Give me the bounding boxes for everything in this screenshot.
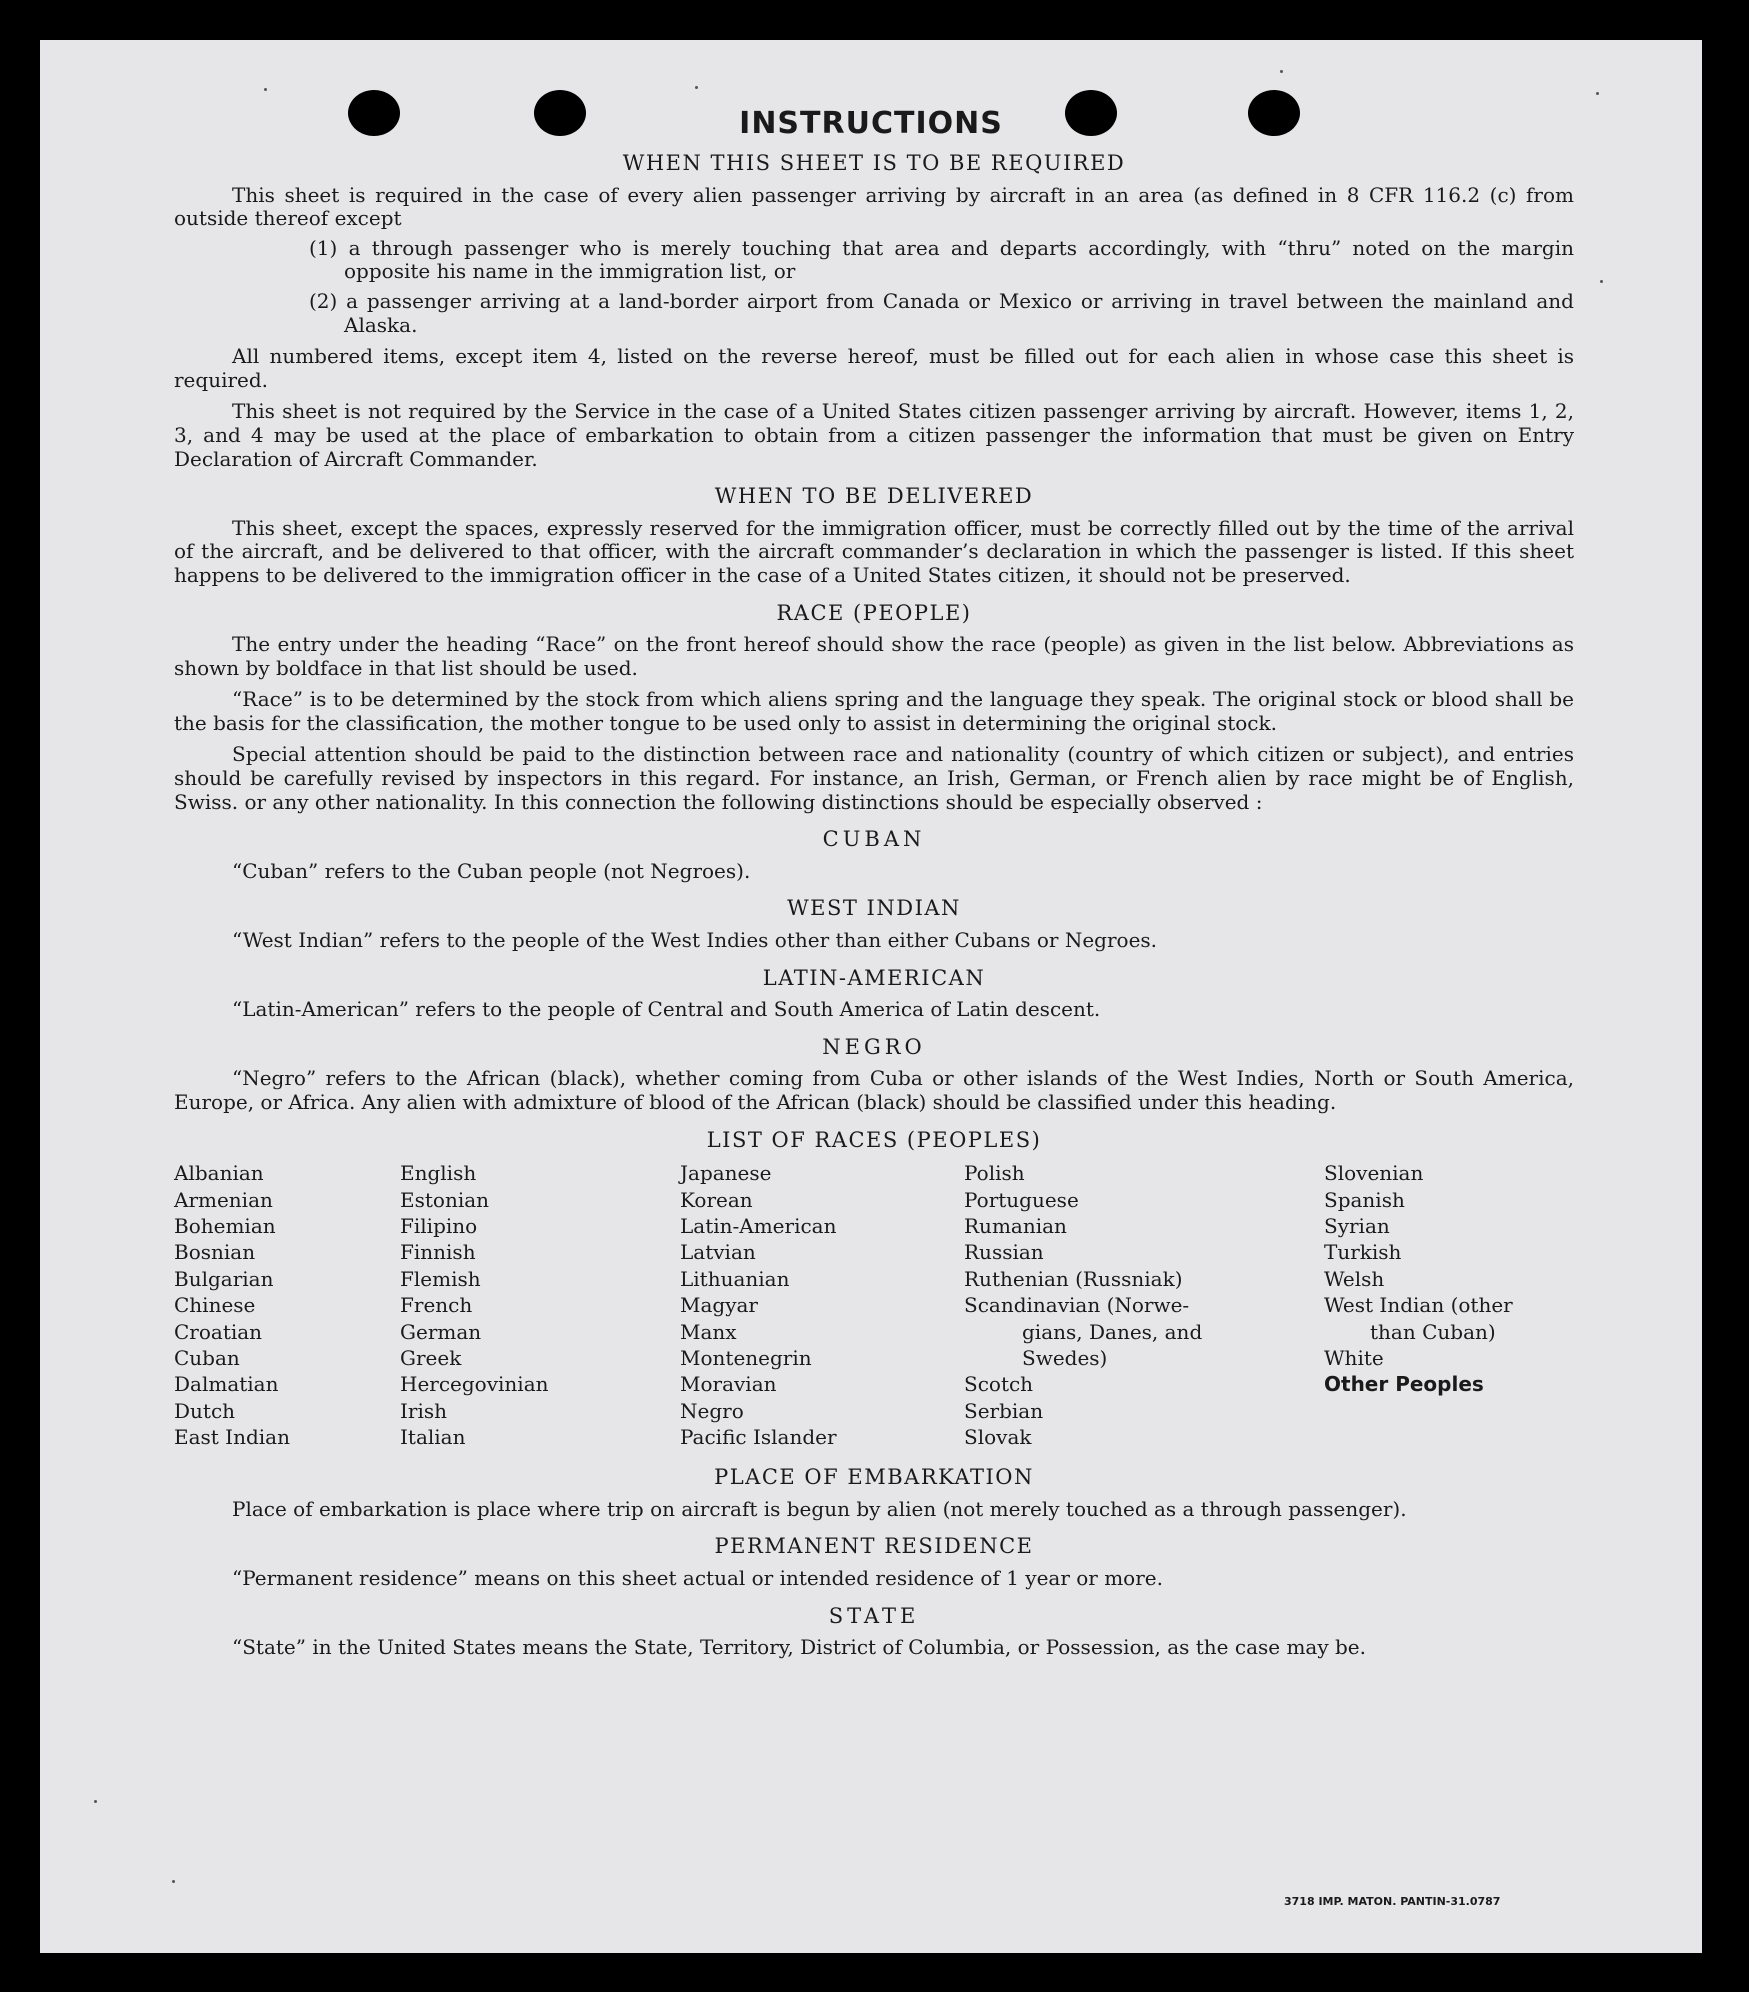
race-item: Lithuanian bbox=[680, 1266, 790, 1291]
race-item: Slovenian bbox=[1324, 1161, 1424, 1186]
race-item: Pacific Islander bbox=[680, 1425, 837, 1450]
speck bbox=[264, 88, 267, 91]
list-item: (1) a through passenger who is merely touching that area and departs accordingly, with “thru” noted on the margin opposite his name in the immigration list, or bbox=[309, 235, 1574, 284]
race-item: Bosnian bbox=[174, 1240, 256, 1265]
heading-cuban: CUBAN bbox=[822, 827, 926, 852]
race-item: Korean bbox=[680, 1187, 753, 1212]
race-item: Chinese bbox=[174, 1293, 256, 1318]
race-item: Hercegovinian bbox=[400, 1372, 549, 1397]
race-item: Scotch bbox=[964, 1372, 1034, 1397]
paragraph: “Race” is to be determined by the stock from which aliens spring and the language they speak. The original stock or blood shall be the basis for the classification, the mother tongue to be used only to assist in determining the original stock. bbox=[174, 687, 1574, 735]
race-item: Finnish bbox=[400, 1240, 476, 1265]
race-item: Armenian bbox=[174, 1187, 273, 1212]
race-item: White bbox=[1324, 1345, 1384, 1370]
race-item: Filipino bbox=[400, 1213, 478, 1238]
print-code: 3718 IMP. MATON. PANTIN-31.0787 bbox=[1284, 1895, 1501, 1908]
race-item: Flemish bbox=[400, 1266, 481, 1291]
race-item: Latvian bbox=[680, 1240, 756, 1265]
race-column bbox=[964, 1160, 1202, 1450]
race-column bbox=[680, 1160, 837, 1450]
heading-when-required: WHEN THIS SHEET IS TO BE REQUIRED bbox=[622, 151, 1126, 175]
race-item: Bohemian bbox=[174, 1213, 276, 1238]
race-item: West Indian (other bbox=[1324, 1293, 1513, 1318]
heading-negro: NEGRO bbox=[822, 1034, 926, 1059]
heading-when-delivered: WHEN TO BE DELIVERED bbox=[714, 484, 1034, 509]
race-item: gians, Danes, and bbox=[1022, 1319, 1203, 1344]
speck bbox=[172, 1880, 175, 1883]
race-item: Italian bbox=[400, 1425, 466, 1450]
race-item: Ruthenian (Russniak) bbox=[964, 1266, 1183, 1291]
paragraph: This sheet is not required by the Service in the case of a United States citizen passenger arriving by aircraft. However, items 1, 2, 3, and 4 may be used at the place of embarkation to obtain from a citizen passenger the information that must be given on Entry Declaration of Aircraft Commander. bbox=[174, 399, 1574, 471]
race-item: German bbox=[400, 1319, 482, 1344]
race-item: Cuban bbox=[174, 1345, 240, 1370]
paragraph: The entry under the heading “Race” on the front hereof should show the race (people) as given in the list below. Abbreviations as shown by boldface in that list should be used. bbox=[174, 632, 1574, 680]
paragraph: “Cuban” refers to the Cuban people (not Negroes). bbox=[232, 858, 751, 883]
heading-permanent-residence: PERMANENT RESIDENCE bbox=[714, 1534, 1034, 1559]
race-list bbox=[174, 1160, 1574, 1452]
race-item: English bbox=[400, 1161, 477, 1186]
speck bbox=[1280, 70, 1283, 73]
instruction-sheet bbox=[40, 40, 1702, 1953]
speck bbox=[1596, 92, 1599, 95]
race-item: Turkish bbox=[1324, 1240, 1402, 1265]
race-item: French bbox=[400, 1293, 473, 1318]
race-item: Rumanian bbox=[964, 1213, 1067, 1238]
race-item: Japanese bbox=[680, 1161, 772, 1186]
race-item: Portuguese bbox=[964, 1187, 1079, 1212]
race-item: Croatian bbox=[174, 1319, 263, 1344]
speck bbox=[695, 86, 698, 89]
race-item: Welsh bbox=[1324, 1266, 1385, 1291]
race-item: Spanish bbox=[1324, 1187, 1405, 1212]
race-column bbox=[400, 1160, 549, 1450]
race-item: Bulgarian bbox=[174, 1266, 274, 1291]
heading-list-of-races: LIST OF RACES (PEOPLES) bbox=[706, 1127, 1042, 1152]
instructions-body bbox=[174, 150, 1574, 1660]
race-column bbox=[1324, 1160, 1513, 1398]
race-item: Swedes) bbox=[1022, 1345, 1108, 1370]
race-item: than Cuban) bbox=[1370, 1319, 1496, 1344]
race-item: Dalmatian bbox=[174, 1372, 279, 1397]
paragraph: This sheet is required in the case of every alien passenger arriving by aircraft in an area (as defined in 8 CFR 116.2 (c) from outside thereof except bbox=[174, 182, 1574, 231]
race-item: Albanian bbox=[174, 1161, 264, 1186]
race-item: Syrian bbox=[1324, 1213, 1390, 1238]
page-title: INSTRUCTIONS bbox=[739, 106, 1003, 141]
speck bbox=[1600, 280, 1603, 283]
paragraph: Place of embarkation is place where trip on aircraft is begun by alien (not merely touched as a through passenger). bbox=[232, 1496, 1407, 1521]
race-item: Scandinavian (Norwe- bbox=[964, 1293, 1190, 1318]
race-item: Slovak bbox=[964, 1425, 1032, 1450]
heading-place-of-embarkation: PLACE OF EMBARKATION bbox=[714, 1465, 1034, 1490]
heading-west-indian: WEST INDIAN bbox=[787, 896, 961, 921]
paragraph: “Negro” refers to the African (black), whether coming from Cuba or other islands of the West Indies, North or South America, Europe, or Africa. Any alien with admixture of blood of the African (black) should be classified under this heading. bbox=[174, 1066, 1574, 1114]
race-item: Latin-American bbox=[680, 1213, 837, 1238]
race-item: Manx bbox=[680, 1319, 737, 1344]
list-item: (2) a passenger arriving at a land-border airport from Canada or Mexico or arriving in travel between the mainland and Alaska. bbox=[309, 288, 1574, 337]
race-item: Polish bbox=[964, 1161, 1025, 1186]
race-item: Greek bbox=[400, 1345, 462, 1370]
race-item: Magyar bbox=[680, 1293, 758, 1318]
race-item: Other Peoples bbox=[1324, 1372, 1484, 1397]
race-item: Negro bbox=[680, 1398, 744, 1423]
paragraph: “West Indian” refers to the people of the West Indies other than either Cubans or Negroes. bbox=[232, 928, 1158, 953]
race-item: Montenegrin bbox=[680, 1345, 812, 1370]
paragraph: “Latin-American” refers to the people of Central and South America of Latin descent. bbox=[232, 997, 1101, 1022]
paragraph: “Permanent residence” means on this sheet actual or intended residence of 1 year or more. bbox=[232, 1565, 1163, 1590]
race-item: Dutch bbox=[174, 1398, 236, 1423]
paragraph: Special attention should be paid to the distinction between race and nationality (country of which citizen or subject), and entries should be carefully revised by inspectors in this regard. For instance, an Irish, German, or French alien by race might be of English, Swiss. or any other nationality. In this connection the following distinctions should be especially observed : bbox=[174, 742, 1574, 814]
race-item: Estonian bbox=[400, 1187, 490, 1212]
speck bbox=[94, 1800, 97, 1803]
race-item: Russian bbox=[964, 1240, 1044, 1265]
race-item: Irish bbox=[400, 1398, 448, 1423]
race-item: East Indian bbox=[174, 1425, 290, 1450]
paragraph: “State” in the United States means the State, Territory, District of Columbia, or Possession, as the case may be. bbox=[232, 1635, 1366, 1660]
heading-race: RACE (PEOPLE) bbox=[776, 600, 972, 625]
race-item: Moravian bbox=[680, 1372, 777, 1397]
paragraph: This sheet, except the spaces, expressly reserved for the immigration officer, must be correctly filled out by the time of the arrival of the aircraft, and be delivered to that officer, with the aircraft commander’s declaration in which the passenger is listed. If this sheet happens to be delivered to the immigration officer in the case of a United States citizen, it should not be preserved. bbox=[174, 515, 1574, 587]
race-item: Serbian bbox=[964, 1398, 1044, 1423]
paragraph: All numbered items, except item 4, listed on the reverse hereof, must be filled out for each alien in whose case this sheet is required. bbox=[174, 344, 1574, 392]
heading-latin-american: LATIN-AMERICAN bbox=[762, 965, 986, 990]
heading-state: STATE bbox=[828, 1603, 920, 1628]
race-column bbox=[174, 1160, 290, 1450]
